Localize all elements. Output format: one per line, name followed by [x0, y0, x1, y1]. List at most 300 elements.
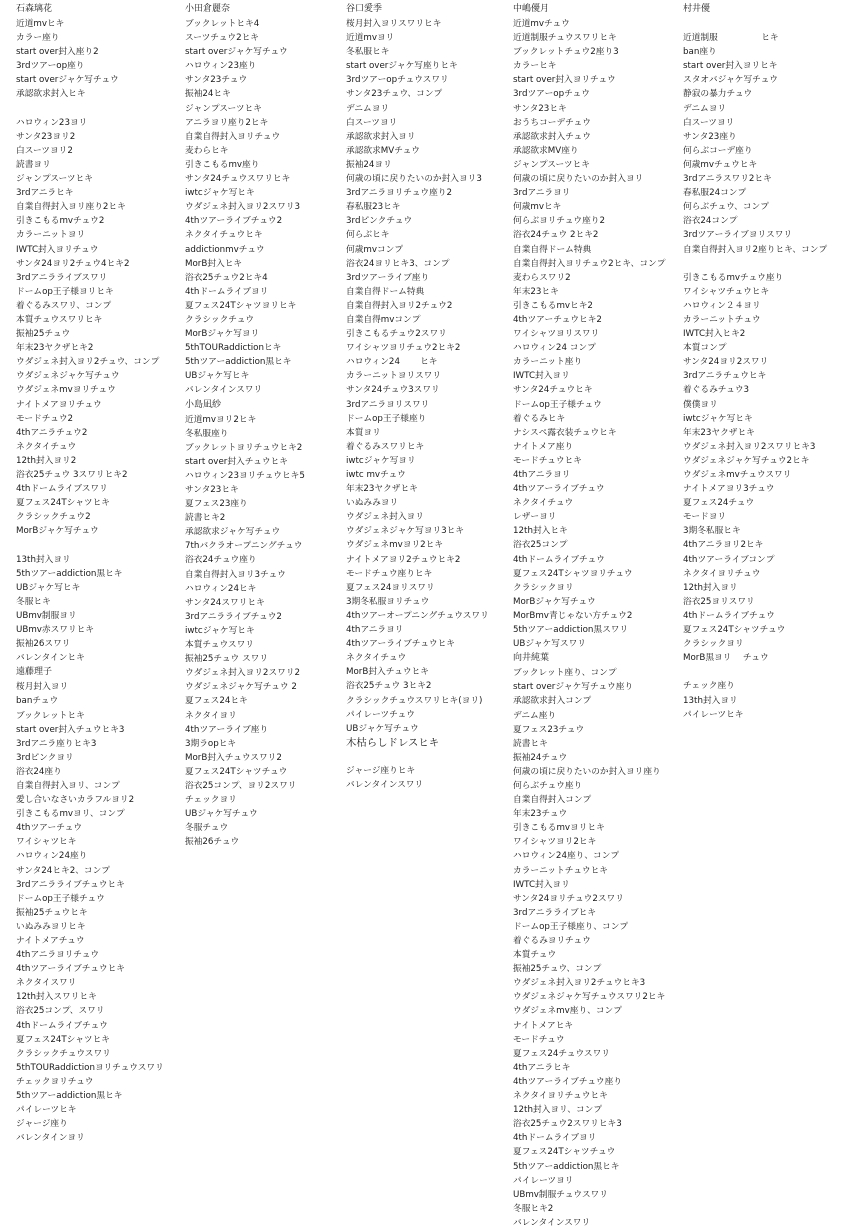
list-item: クラシックチュウスワリ	[16, 1048, 111, 1059]
list-item-large: 木枯らしドレスヒキ	[346, 736, 440, 749]
list-item: 夏フェス23チュウ	[513, 724, 585, 735]
list-item: ウダジェネ封入ヨリ2チュウ、コンプ	[16, 357, 160, 368]
list-item: 近道制服チュウスワリヒキ	[513, 33, 617, 44]
member-section	[185, 2, 347, 398]
list-item: カラー座り	[16, 33, 60, 44]
list-item: 年末23ヤクザヒキ2	[16, 343, 94, 354]
list-item: 3rdツアーライブ座り	[346, 272, 430, 283]
list-item: 3rdアニラチュウヒキ	[683, 371, 767, 382]
list-item: ウダジェネmv座り、コンプ	[513, 1006, 622, 1017]
list-item: スーツチュウ2ヒキ	[185, 33, 259, 44]
list-item: パイレーツヨリ	[513, 1175, 574, 1186]
list-item: 振袖25チュウ スワリ	[185, 654, 269, 665]
list-item: ハロウィン23座り	[185, 61, 257, 72]
list-item: 自業自得mvコンプ	[346, 314, 421, 325]
list-item: ウダジェネ封入ヨリ2チュウヒキ3	[513, 978, 646, 989]
list-item: 4thツアーライブ座り	[185, 724, 269, 735]
list-item: 4thツアーライブチュウ2	[185, 216, 283, 227]
list-item: start overジャケ写チュウ座り	[513, 682, 634, 693]
list-item: UBmv制服ヨリ	[16, 610, 77, 621]
list-item: 静寂の暴力チュウ	[683, 89, 753, 100]
list-item: 愛し合いなさいカラフルヨリ2	[16, 795, 135, 806]
list-item: 引きこもるチュウ2スワリ	[346, 329, 447, 340]
list-item: デニム座り	[513, 710, 557, 721]
member-name-heading	[16, 2, 66, 16]
list-item: 着ぐるみスワリ、コンプ	[16, 300, 112, 311]
list-item: 4thドームライブチュウ	[513, 554, 605, 565]
list-item: モードチュウ	[513, 1034, 565, 1045]
member-section	[513, 2, 675, 651]
list-item: 4thツアーチュウ	[16, 823, 83, 834]
list-item: iwtc mvチュウ	[346, 470, 406, 480]
list-item: start over封入チュウヒキ3	[16, 724, 125, 735]
list-item: ウダジェネジャケ写チュウスワリ2ヒキ	[513, 992, 666, 1003]
list-item: バレンタインヨリ	[16, 1133, 85, 1144]
list-item: 夏フェス24チュウスワリ	[513, 1048, 610, 1059]
list-item: IWTC封入ヒキ2	[683, 329, 746, 340]
list-item: ブックレット座り、コンプ	[513, 668, 617, 679]
list-item: サンタ23ヒキ	[513, 103, 567, 114]
list-item: いぬみみヨリヒキ	[16, 921, 86, 932]
list-item: 何らぶコーデ座り	[683, 145, 753, 156]
list-item: 4thドームライブヨリ	[513, 1133, 597, 1144]
list-item: 浴衣24座り	[16, 766, 62, 777]
member-name-text: 村井優	[683, 4, 711, 14]
list-item: チェック座り	[683, 681, 735, 692]
list-item: ban座り	[683, 47, 717, 58]
list-item: MorB封入チュウスワリ2	[185, 752, 282, 763]
list-item: ネクタイスワリ	[16, 978, 77, 989]
list-item: 12th封入ヨリ、コンプ	[513, 1105, 603, 1116]
member-name-text: 石森璃花	[16, 4, 53, 14]
spacer	[346, 750, 508, 764]
list-item: ネクタイヨリ	[185, 710, 237, 721]
list-item: ジャンプスーツヒキ	[185, 103, 262, 114]
list-item: ドームop王子様座り	[346, 413, 427, 424]
list-item: サンタ24ヨリ2スワリ	[683, 357, 769, 368]
list-item: 4thアニラチュウ2	[16, 427, 88, 438]
list-item: ジャージ座り	[16, 1119, 68, 1130]
list-item: start over封入チュウヒキ	[185, 456, 288, 467]
list-item: 桜月封入ヨリスワリヒキ	[346, 19, 442, 29]
list-item: ハロウィン24 ヒキ	[346, 357, 438, 368]
list-item: ウダジェネ封入ヨリ	[346, 512, 424, 523]
list-item: 年末23チュウ	[513, 809, 568, 820]
member-section	[16, 665, 178, 1145]
list-item: 夏フェス24ヨリスワリ	[346, 582, 435, 593]
list-item: ワイシャツヨリスワリ	[513, 329, 600, 340]
list-item: ブックレットチュウ2座り3	[513, 47, 619, 58]
list-item: 読書ヨリ	[16, 159, 51, 170]
list-item: 引きこもるmvチュウ2	[16, 216, 105, 227]
list-item: 12th封入ヨリ	[683, 582, 738, 593]
list-item: 冬私服座り	[185, 428, 229, 439]
list-item: サンタ23座り	[683, 131, 737, 142]
list-item: 自業自得封入ヨリ2座りヒキ、コンプ	[683, 244, 828, 255]
list-item: 夏フェス24ヒキ	[185, 696, 248, 707]
member-name-text: 向井純葉	[513, 653, 550, 664]
list-item: 年末23ヤクザヒキ	[346, 484, 418, 495]
list-item: 4thドームライブチュウ	[16, 1020, 108, 1031]
list-item: 3rdピンクヨリ	[16, 752, 74, 763]
list-item: カラーニットヨリ	[16, 230, 86, 241]
list-item: 3期冬私服ヨリチュウ	[346, 596, 430, 607]
list-item: 引きこもるmv座り	[185, 159, 260, 170]
column-4	[513, 2, 675, 1230]
list-item: 浴衣25チュウ2スワリヒキ3	[513, 1119, 622, 1130]
list-item: 冬私服ヒキ	[346, 47, 390, 58]
list-item: 3rdアニラスワリ2ヒキ	[683, 174, 772, 185]
list-item: 浴衣25コンプ、スワリ	[16, 1006, 105, 1017]
list-item: 年末23ヤクザヒキ	[683, 427, 755, 438]
list-item: 振袖24ヒキ	[185, 89, 231, 100]
list-item: サンタ24スワリヒキ	[185, 597, 265, 608]
list-item: 13th封入ヨリ	[16, 554, 71, 565]
list-item: MorB封入チュウヒキ	[346, 667, 429, 678]
list-item: 何らぶチュウ、コンプ	[683, 202, 769, 213]
list-item: ワイシャツヨリ2ヒキ	[513, 837, 597, 848]
list-item: 4thツアーライブチュウ	[513, 484, 605, 495]
list-item: ナイトメアチュウ	[16, 936, 85, 946]
list-item: ブックレットヒキ	[16, 710, 85, 721]
list-item: クラシックヨリ	[683, 639, 744, 650]
list-item: ハロウィン24座り、コンプ	[513, 851, 620, 862]
member-name-heading	[16, 665, 66, 679]
list-item: クラシックチュウ2	[16, 512, 91, 523]
member-name-heading	[346, 2, 396, 16]
list-item: いぬみみヨリ	[346, 498, 399, 509]
list-item: 5thTOURaddictionヨリチュウスワリ	[16, 1062, 164, 1073]
list-item: 夏フェス24Tシャツチュウ	[185, 766, 288, 777]
list-item	[683, 257, 845, 271]
list-item: 3rdツアーopチュウ	[513, 89, 590, 100]
list-item: 春私服24コンプ	[683, 188, 747, 199]
list-item: start over封入ヨリヒキ	[683, 61, 778, 72]
list-item: 桜月封入ヨリ	[16, 682, 69, 693]
list-item: UBジャケ写チュウ	[346, 723, 419, 734]
list-item: 3rdアニラライブチュウヒキ	[16, 879, 125, 890]
list-item: 着ぐるみチュウ3	[683, 385, 750, 396]
list-item: 夏フェス24Tシャツヒキ	[16, 1034, 110, 1045]
list-item: 何歳mvヒキ	[513, 202, 562, 213]
member-section	[513, 651, 675, 1230]
list-item: 年末23ヒキ	[513, 286, 559, 297]
list-item: 4thツアーライブチュウヒキ	[346, 639, 455, 650]
list-item: 振袖25チュウ、コンプ	[513, 964, 602, 975]
list-item: 3rdアニラヒキ	[16, 188, 74, 199]
list-item: 引きこもるmvヒキ2	[513, 300, 593, 311]
list-item: 浴衣25コンプ、ヨリ2スワリ	[185, 780, 297, 791]
list-item: カラーニットチュウヒキ	[513, 865, 608, 876]
list-item: 浴衣24チュウ座り	[185, 555, 257, 566]
list-item: 何らぶチュウ座り	[513, 780, 583, 791]
list-item: 引きこもるmvヨリヒキ	[513, 823, 605, 834]
list-item: ハロウィン24 コンプ	[513, 343, 596, 354]
list-item: バレンタインヒキ	[16, 653, 85, 664]
list-item: ブックレットヨリチュウヒキ2	[185, 442, 303, 453]
list-item: パイレーツヒキ	[16, 1105, 77, 1116]
member-section	[683, 2, 845, 722]
list-item: ジャンプスーツヒキ	[16, 174, 93, 185]
list-item: 承認欲求封入チュウ	[513, 131, 591, 142]
list-item: 自業自得封入ヨリ2チュウ2	[346, 300, 453, 311]
list-item: 近道制服 ヒキ	[683, 33, 779, 44]
list-item: 何歳の頃に戻りたいのか封入ヨリ	[513, 174, 644, 185]
list-item: 3rdアニラヨリ	[513, 188, 571, 199]
list-item: 7thバクラオープニングチュウ	[185, 541, 303, 552]
list-item: 近道mvヨリ2ヒキ	[185, 414, 257, 425]
list-item: start overジャケ写チュウ	[16, 75, 119, 86]
list-item: ハロウィン24座り	[16, 851, 88, 862]
member-name-heading	[513, 651, 563, 665]
column-2	[185, 2, 347, 849]
list-item: ワイシャツチュウヒキ	[683, 286, 770, 297]
list-item: 冬服ヒキ	[16, 596, 51, 607]
list-item: IWTC封入ヨリ	[513, 879, 570, 890]
list-item: 自業自得封入ヨリチュウ2ヒキ、コンプ	[513, 258, 666, 269]
list-item: 承認欲求封入ヨリ	[346, 131, 416, 142]
list-item: ドームop王子様座り、コンプ	[513, 921, 629, 932]
list-item: ハロウィン24ヒキ	[185, 583, 257, 594]
list-item: UBジャケ写チュウ	[185, 809, 258, 820]
list-item: サンタ24チュウスワリヒキ	[185, 174, 291, 185]
list-item: ネクタイチュウ	[16, 441, 77, 452]
list-item: ブックレットヒキ4	[185, 19, 260, 29]
list-item: ウダジェネmvヨリ2ヒキ	[346, 540, 444, 551]
list-item: 3rdアニラ座りヒキ3	[16, 738, 97, 749]
list-item: 冬服チュウ	[185, 823, 229, 834]
list-item: クラシックヨリ	[513, 582, 574, 593]
list-item: 4thツアーオープニングチュウスワリ	[346, 610, 489, 621]
list-item: 春私服23ヒキ	[346, 202, 401, 213]
list-item: 自業自得封入ヨリチュウ	[185, 131, 281, 142]
list-item: 5thツアーaddiction黒ヒキ	[16, 568, 123, 579]
list-item: 3期ラopヒキ	[185, 738, 237, 749]
list-item: サンタ24ヨリチュウ2スワリ	[513, 893, 624, 904]
list-item: ウダジェネジャケ写チュウ 2	[185, 682, 297, 693]
list-item: レザーヨリ	[513, 512, 557, 523]
list-item: アニラヨリ座り2ヒキ	[185, 117, 269, 128]
list-item: 着ぐるみヒキ	[513, 413, 566, 424]
list-item	[16, 538, 178, 552]
list-item: 浴衣25チュウ2ヒキ4	[185, 272, 268, 283]
list-item: 3rdアニラライブヒキ	[513, 907, 597, 918]
list-item: 引きこもるmvチュウ座り	[683, 272, 784, 283]
list-item: ウダジェネ封入ヨリ2スワリ2	[185, 668, 301, 679]
list-item: iwtcジャケ写ヒキ	[185, 625, 255, 636]
list-item: start overジャケ写座りヒキ	[346, 61, 458, 72]
list-item	[683, 17, 845, 31]
list-item: 3期冬私服ヒキ	[683, 526, 741, 537]
list-item: ウダジェネ封入ヨリ2スワリ3	[185, 202, 301, 213]
list-item: IWTC封入ヨリ	[513, 371, 570, 382]
list-item: ウダジェネジャケ写ヨリ3ヒキ	[346, 526, 465, 537]
list-item: 夏フェス24Tシャツチュウ	[513, 1147, 616, 1158]
list-item: 浴衣24ヨリヒキ3、コンプ	[346, 258, 450, 269]
list-item: iwtcジャケ写ヨリ	[346, 455, 416, 466]
list-item: 何歳mvコンプ	[346, 244, 404, 255]
member-name-text: 谷口愛季	[346, 4, 383, 14]
list-item: 承認欲求ジャケ写チュウ	[185, 527, 281, 538]
list-item: 4thドームライブヨリ	[185, 286, 269, 297]
list-item: 自業自得ドーム特典	[346, 286, 425, 297]
list-item: MorBジャケ写ヨリ	[185, 329, 260, 340]
list-item: ナイトメアヨリ2チュウヒキ2	[346, 554, 461, 565]
list-item: 白スーツヨリ	[683, 117, 735, 128]
list-item: 3rdツアーop座り	[16, 61, 85, 72]
list-item: 夏フェス24Tシャツチュウ	[683, 625, 786, 636]
list-item: 4thアニラヒキ	[513, 1062, 571, 1073]
list-item: start over封入ヨリチュウ	[513, 75, 616, 86]
list-item: 13th封入ヨリ	[683, 695, 738, 706]
list-item: 振袖26スワリ	[16, 639, 71, 650]
list-item: addictionmvチュウ	[185, 244, 265, 255]
list-item: banチュウ	[16, 696, 59, 707]
list-item: MorBジャケ写チュウ	[16, 526, 99, 537]
list-item: 振袖25チュウ	[16, 329, 71, 340]
list-item: 4thツアーライブチュウヒキ	[16, 964, 125, 975]
list-item: サンタ24ヒキ2、コンプ	[16, 865, 110, 876]
list-item: 承認欲求封入コンプ	[513, 696, 592, 707]
list-item: バレンタインスワリ	[185, 385, 263, 396]
list-item: 3rdアニラヨリスワリ	[346, 399, 430, 410]
list-item: 何歳の頃に戻りたいのか封入ヨリ3	[346, 174, 482, 185]
list-item: ナイトメアヨリ3チュウ	[683, 484, 775, 495]
list-item: 5thツアーaddiction黒ヒキ	[513, 1161, 620, 1172]
member-section	[185, 398, 347, 850]
list-item: 承認欲求MVチュウ	[346, 145, 420, 156]
list-item: ハロウィン２４ヨリ	[683, 300, 761, 311]
list-item: ジャンプスーツヒキ	[513, 159, 590, 170]
list-item: UBmv制服チュウスワリ	[513, 1189, 608, 1200]
list-item: 3rdアニラヨリチュウ座り2	[346, 188, 452, 199]
member-name-heading	[185, 2, 244, 16]
list-item: カラーニットチュウ	[683, 314, 761, 325]
list-item: ネクタイチュウ	[346, 653, 407, 664]
list-item: 4thツアーライブコンプ	[683, 554, 775, 565]
list-item: 夏フェス24Tシャツヒキ	[16, 498, 110, 509]
list-item: 5thツアーaddiction黒ヒキ	[185, 357, 292, 368]
list-item: 自業自得封入ヨリ座り2ヒキ	[16, 202, 126, 213]
list-item: おうちコーデチュウ	[513, 117, 591, 128]
list-item: MorBmv青じゃない方チュウ2	[513, 610, 633, 621]
list-item: 4thツアーライブチュウ座り	[513, 1076, 622, 1087]
list-item: 僕僕ヨリ	[683, 399, 718, 410]
list-item: 麦わらスワリ2	[513, 272, 571, 283]
list-item: 読書ヒキ2	[185, 513, 226, 524]
list-item: バレンタインスワリ	[513, 1217, 591, 1228]
list-item: 自業自得封入ヨリ3チュウ	[185, 569, 286, 580]
list-item: ドームop王子様チュウ	[16, 893, 105, 904]
list-item: 何歳の頃に戻りたいのか封入ヨリ座り	[513, 766, 661, 777]
list-item: ネクタイチュウ	[513, 498, 574, 509]
list-item: 近道mvチュウ	[513, 19, 570, 29]
list-item: 3rdツアーopチュウスワリ	[346, 75, 449, 86]
list-item: 自業自得封入コンプ	[513, 795, 592, 806]
list-item: 近道mvヨリ	[346, 33, 395, 44]
list-item: サンタ23ヨリ2	[16, 131, 76, 142]
list-item: ナイトメアヨリチュウ	[16, 399, 102, 410]
list-item: チェックヨリ	[185, 795, 237, 806]
member-name-text: 小田倉麗奈	[185, 4, 231, 14]
list-item: 麦わらヒキ	[185, 145, 229, 156]
list-item: モードヨリ	[683, 512, 727, 523]
list-item: UBジャケ写スワリ	[513, 639, 586, 650]
list-item: 読書ヒキ	[513, 738, 548, 749]
list-item: 4thアニラヨリ	[346, 625, 404, 636]
list-item: パイレーツヒキ	[683, 709, 744, 720]
list-item: 承認欲求封入ヒキ	[16, 89, 86, 100]
list-item: サンタ23ヒキ	[185, 485, 239, 495]
list-item: 5thツアーaddiction黒スワリ	[513, 625, 629, 636]
list-item: 着ぐるみヨリチュウ	[513, 936, 591, 946]
list-item: 夏フェス23座り	[185, 499, 248, 510]
list-item: 浴衣25チュウ 3ヒキ2	[346, 681, 432, 692]
list-item: スタオバジャケ写チュウ	[683, 75, 778, 86]
list-item: UBジャケ写ヒキ	[185, 371, 250, 382]
list-item: ネクタイチュウヒキ	[185, 230, 263, 241]
list-item: ナシスペ露衣装チュウヒキ	[513, 427, 617, 438]
list-item: 自業自得ドーム特典	[513, 244, 592, 255]
list-item: ハロウィン23ヨリ	[16, 117, 88, 128]
list-item: 4thアニラヨリ2ヒキ	[683, 540, 764, 551]
member-name-heading	[185, 398, 235, 412]
list-item: iwtcジャケ写ヒキ	[185, 188, 255, 199]
list-item: 本質チュウスワリヒキ	[16, 314, 103, 325]
list-item: 3rdアニラライブチュウ2	[185, 611, 282, 622]
list-item: 何らぶヨリチュウ座り2	[513, 216, 605, 227]
list-item: ウダジェネmvヨリチュウ	[16, 385, 116, 396]
list-item	[683, 665, 845, 679]
member-name-text: 小島凪紗	[185, 399, 222, 410]
list-item: デニムヨリ	[683, 103, 727, 114]
list-item: MorB封入ヒキ	[185, 258, 243, 269]
list-item: 5thツアーaddiction黒ヒキ	[16, 1091, 123, 1102]
list-item: 4thアニラヨリ	[513, 470, 571, 480]
list-item: 浴衣25コンプ	[513, 540, 568, 551]
list-item: ウダジェネmvチュウスワリ	[683, 470, 792, 480]
list-item: ネクタイヨリチュウヒキ	[513, 1091, 608, 1102]
list-item: 近道mvヒキ	[16, 19, 65, 29]
member-section	[16, 2, 178, 665]
list-item: クラシックチュウスワリヒキ(ヨリ)	[346, 695, 483, 706]
list-item: 4thツアーチュウヒキ2	[513, 314, 602, 325]
list-item: モードチュウヒキ	[513, 455, 582, 466]
list-item: バレンタインスワリ	[346, 780, 424, 791]
list-item: ドームop王子様ヨリヒキ	[16, 286, 114, 297]
list-item: 本質チュウスワリ	[185, 640, 254, 651]
list-item: 12th封入スワリヒキ	[16, 992, 97, 1003]
list-item: チェックヨリチュウ	[16, 1076, 94, 1087]
list-item: 何歳mvチュウヒキ	[683, 159, 758, 170]
list-item: IWTC封入ヨリチュウ	[16, 244, 99, 255]
list-item: ジャージ座りヒキ	[346, 765, 416, 776]
list-item: 3rdアニラライブスワリ	[16, 272, 108, 283]
list-item: ナイトメアヒキ	[513, 1020, 574, 1031]
list-item: 冬服ヒキ2	[513, 1203, 554, 1214]
list-item: ウダジェネジャケ写チュウ	[16, 371, 120, 382]
list-item: 振袖24チュウ	[513, 752, 568, 763]
member-name-heading	[513, 2, 563, 16]
list-item: ワイシャツヒキ	[16, 837, 77, 848]
list-item: カラーヒキ	[513, 61, 557, 72]
list-item: 夏フェス24Tシャツヨリヒキ	[185, 300, 297, 311]
list-item: ネクタイヨリチュウ	[683, 568, 761, 579]
column-3	[346, 2, 508, 792]
list-item: start overジャケ写チュウ	[185, 47, 288, 58]
list-item: iwtcジャケ写ヒキ	[683, 413, 753, 424]
list-item: 振袖26チュウ	[185, 837, 240, 848]
